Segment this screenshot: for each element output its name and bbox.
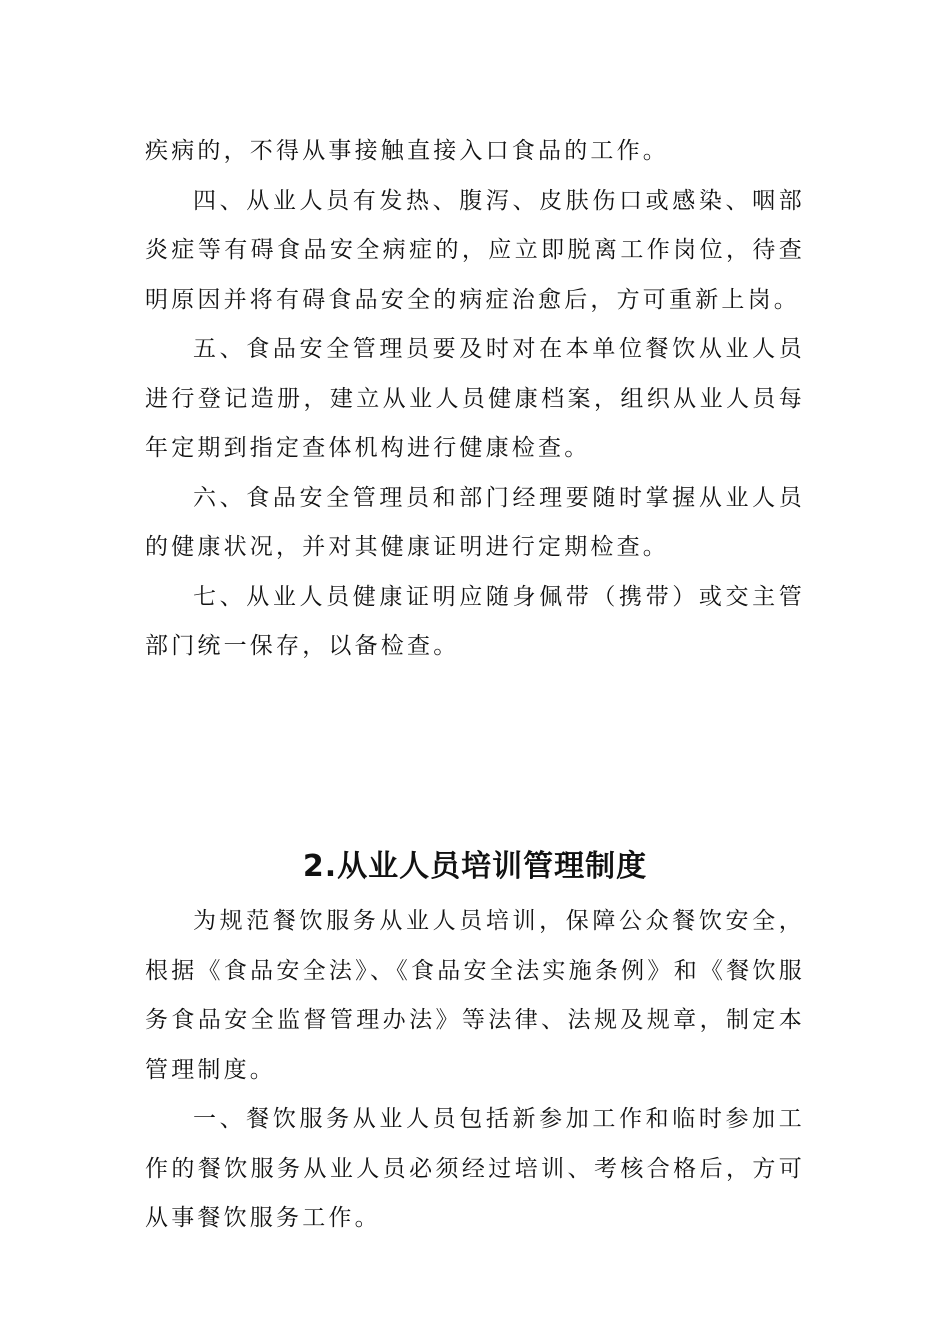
health-management-section — [145, 127, 805, 672]
training-management-section — [145, 897, 805, 1244]
paragraph-item-4: 四、从业人员有发热、腹泻、皮肤伤口或感染、咽部炎症等有碍食品安全病症的，应立即脱离工作岗位，待查明原因并将有碍食品安全的病症治愈后，方可重新上岗。 — [145, 187, 805, 313]
paragraph-item-1: 一、餐饮服务从业人员包括新参加工作和临时参加工作的餐饮服务从业人员必须经过培训、考核合格后，方可从事餐饮服务工作。 — [145, 1106, 805, 1231]
paragraph-item-7: 七、从业人员健康证明应随身佩带（携带）或交主管部门统一保存，以备检查。 — [145, 583, 805, 659]
paragraph-intro: 为规范餐饮服务从业人员培训，保障公众餐饮安全，根据《食品安全法》、《食品安全法实施条例》和《餐饮服务食品安全监督管理办法》等法律、法规及规章，制定本管理制度。 — [145, 908, 805, 1083]
paragraph-item-5: 五、食品安全管理员要及时对在本单位餐饮从业人员进行登记造册，建立从业人员健康档案，组织从业人员每年定期到指定查体机构进行健康检查。 — [145, 336, 805, 461]
paragraph-continuation: 疾病的，不得从事接触直接入口食品的工作。 — [145, 138, 669, 164]
paragraph-item-6: 六、食品安全管理员和部门经理要随时掌握从业人员的健康状况，并对其健康证明进行定期检查。 — [145, 484, 805, 560]
section-title: 2.从业人员培训管理制度 — [302, 848, 648, 884]
